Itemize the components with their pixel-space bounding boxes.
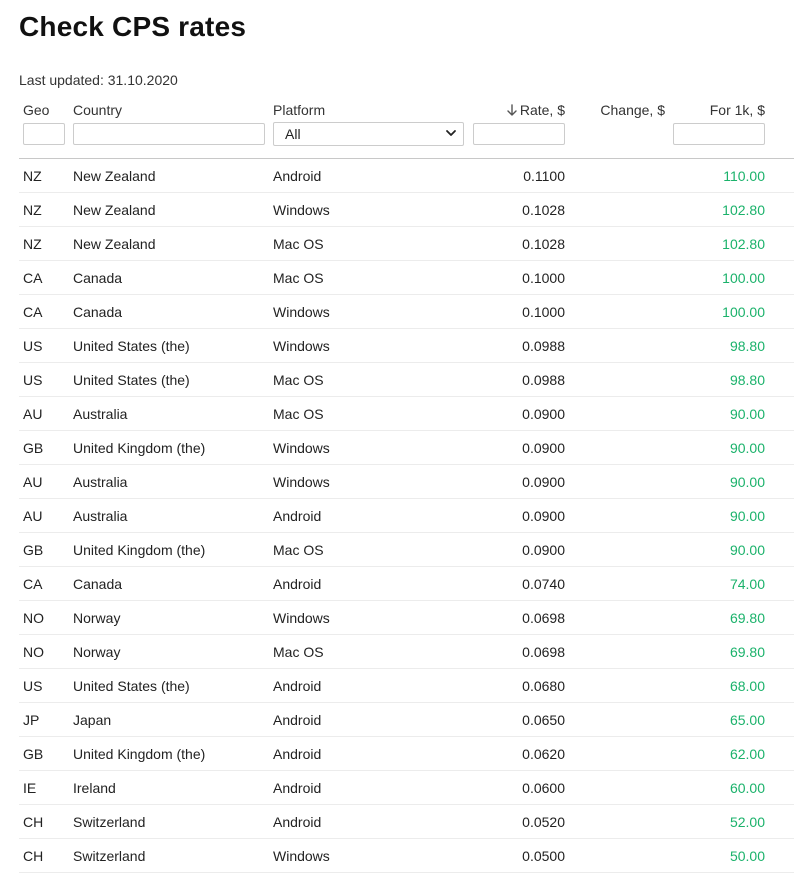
table-row — [19, 737, 794, 771]
table-row — [19, 499, 794, 533]
cell-for1k: 102.80 — [722, 202, 765, 218]
cell-country: United Kingdom (the) — [73, 542, 206, 558]
cell-geo: GB — [23, 440, 44, 456]
cell-country: Canada — [73, 270, 123, 286]
table-row — [19, 431, 794, 465]
cell-country: Australia — [73, 508, 128, 524]
cell-for1k: 74.00 — [729, 576, 765, 592]
cell-platform: Windows — [273, 474, 330, 490]
table-row — [19, 329, 794, 363]
cell-rate: 0.0988 — [522, 338, 565, 354]
cell-rate: 0.0680 — [522, 678, 565, 694]
cell-for1k: 90.00 — [729, 406, 765, 422]
cell-platform: Android — [273, 576, 322, 592]
table-row — [19, 805, 794, 839]
cell-rate: 0.0698 — [522, 610, 565, 626]
cell-for1k: 50.00 — [729, 848, 765, 864]
cell-rate: 0.0900 — [522, 474, 565, 490]
cell-country: United States (the) — [73, 338, 190, 354]
table-row — [19, 839, 794, 873]
table-row — [19, 295, 794, 329]
cell-country: Australia — [73, 474, 128, 490]
page-title: Check CPS rates — [19, 11, 247, 42]
cell-geo: AU — [23, 474, 43, 490]
cell-platform: Windows — [273, 202, 330, 218]
column-header-platform[interactable]: Platform — [273, 102, 326, 118]
cell-geo: AU — [23, 406, 43, 422]
cell-country: Switzerland — [73, 848, 146, 864]
last-updated-text: Last updated: 31.10.2020 — [19, 72, 178, 88]
cell-country: New Zealand — [73, 202, 156, 218]
cell-country: United Kingdom (the) — [73, 440, 206, 456]
cell-geo: JP — [23, 712, 40, 728]
cell-platform: Mac OS — [273, 372, 324, 388]
cell-platform: Android — [273, 712, 322, 728]
cell-for1k: 69.80 — [729, 610, 765, 626]
cell-country: Canada — [73, 576, 123, 592]
cell-geo: NZ — [23, 236, 42, 252]
cell-rate: 0.1028 — [522, 236, 565, 252]
column-header-rate[interactable] — [507, 102, 565, 118]
cell-platform: Android — [273, 508, 322, 524]
table-row — [19, 669, 794, 703]
cell-rate: 0.1100 — [523, 168, 565, 184]
cell-country: Norway — [73, 610, 121, 626]
cell-rate: 0.1028 — [522, 202, 565, 218]
cell-for1k: 65.00 — [729, 712, 765, 728]
table-row — [19, 465, 794, 499]
cell-geo: NO — [23, 610, 44, 626]
cell-geo: GB — [23, 542, 44, 558]
cell-rate: 0.0600 — [522, 780, 565, 796]
cell-geo: AU — [23, 508, 43, 524]
table-row — [19, 567, 794, 601]
cell-platform: Android — [273, 780, 322, 796]
cell-geo: GB — [23, 746, 44, 762]
cell-country: Japan — [73, 712, 112, 728]
cell-rate: 0.0900 — [522, 440, 565, 456]
cell-geo: US — [23, 338, 43, 354]
cell-for1k: 52.00 — [729, 814, 765, 830]
cell-for1k: 98.80 — [729, 372, 765, 388]
table-row — [19, 261, 794, 295]
cell-country: Canada — [73, 304, 123, 320]
cell-platform: Android — [273, 814, 322, 830]
column-header-country[interactable]: Country — [73, 102, 123, 118]
cell-for1k: 100.00 — [722, 270, 765, 286]
cell-for1k: 60.00 — [729, 780, 765, 796]
cell-geo: CH — [23, 848, 44, 864]
cell-geo: NO — [23, 644, 44, 660]
cell-geo: IE — [23, 780, 37, 796]
table-row — [19, 363, 794, 397]
column-header-rate-label: Rate, $ — [519, 102, 565, 118]
cell-country: New Zealand — [73, 168, 156, 184]
table-row — [19, 533, 794, 567]
table-row — [19, 771, 794, 805]
cell-platform: Mac OS — [273, 644, 324, 660]
cell-for1k: 102.80 — [722, 236, 765, 252]
cell-geo: NZ — [23, 202, 42, 218]
cell-geo: NZ — [23, 168, 42, 184]
cell-platform: Mac OS — [273, 236, 324, 252]
cell-rate: 0.0650 — [522, 712, 565, 728]
column-header-for1k[interactable]: For 1k, $ — [709, 102, 765, 118]
cell-for1k: 90.00 — [729, 508, 765, 524]
cell-rate: 0.0900 — [522, 542, 565, 558]
cell-platform: Mac OS — [273, 542, 324, 558]
table-row — [19, 635, 794, 669]
cell-for1k: 69.80 — [729, 644, 765, 660]
table-row — [19, 703, 794, 737]
geo-filter-input[interactable] — [23, 123, 65, 145]
cell-rate: 0.0900 — [522, 508, 565, 524]
rates-table-body — [19, 159, 794, 873]
cell-rate: 0.1000 — [522, 270, 565, 286]
table-header — [19, 102, 794, 159]
table-row — [19, 601, 794, 635]
cell-geo: CH — [23, 814, 44, 830]
column-header-change[interactable]: Change, $ — [600, 102, 665, 118]
cell-rate: 0.0698 — [522, 644, 565, 660]
table-row — [19, 227, 794, 261]
cell-platform: Mac OS — [273, 406, 324, 422]
rate-filter-input[interactable] — [473, 123, 565, 145]
cell-country: Australia — [73, 406, 128, 422]
cell-geo: CA — [23, 270, 43, 286]
cell-platform: Windows — [273, 304, 330, 320]
cell-geo: US — [23, 372, 43, 388]
cell-platform: Android — [273, 678, 322, 694]
platform-filter-select[interactable] — [273, 122, 464, 146]
cell-rate: 0.0900 — [522, 406, 565, 422]
cell-for1k: 90.00 — [729, 474, 765, 490]
cell-platform: Windows — [273, 610, 330, 626]
cell-for1k: 100.00 — [722, 304, 765, 320]
cell-rate: 0.0988 — [522, 372, 565, 388]
cell-geo: CA — [23, 576, 43, 592]
cell-platform: Android — [273, 168, 322, 184]
cell-for1k: 62.00 — [729, 746, 765, 762]
cell-platform: Mac OS — [273, 270, 324, 286]
cell-geo: CA — [23, 304, 43, 320]
cell-rate: 0.0520 — [522, 814, 565, 830]
cell-for1k: 98.80 — [729, 338, 765, 354]
cell-rate: 0.0500 — [522, 848, 565, 864]
for1k-filter-input[interactable] — [673, 123, 765, 145]
table-row — [19, 193, 794, 227]
cell-for1k: 90.00 — [729, 542, 765, 558]
column-header-geo[interactable]: Geo — [23, 102, 50, 118]
cell-platform: Windows — [273, 440, 330, 456]
cell-country: United States (the) — [73, 678, 190, 694]
cell-for1k: 68.00 — [729, 678, 765, 694]
cell-country: Switzerland — [73, 814, 146, 830]
cell-rate: 0.1000 — [522, 304, 565, 320]
cell-country: New Zealand — [73, 236, 156, 252]
cell-platform: Android — [273, 746, 322, 762]
table-row — [19, 397, 794, 431]
cell-platform: Windows — [273, 338, 330, 354]
cell-country: Norway — [73, 644, 121, 660]
cell-geo: US — [23, 678, 43, 694]
chevron-down-icon — [445, 126, 457, 140]
country-filter-input[interactable] — [73, 123, 265, 145]
arrow-down-icon — [507, 104, 517, 117]
cell-country: United Kingdom (the) — [73, 746, 206, 762]
cell-for1k: 110.00 — [723, 168, 765, 184]
table-row — [19, 159, 794, 193]
cell-rate: 0.0740 — [522, 576, 565, 592]
cell-country: United States (the) — [73, 372, 190, 388]
platform-filter-value: All — [285, 126, 301, 142]
cell-platform: Windows — [273, 848, 330, 864]
cell-country: Ireland — [73, 780, 116, 796]
cell-rate: 0.0620 — [522, 746, 565, 762]
cell-for1k: 90.00 — [729, 440, 765, 456]
